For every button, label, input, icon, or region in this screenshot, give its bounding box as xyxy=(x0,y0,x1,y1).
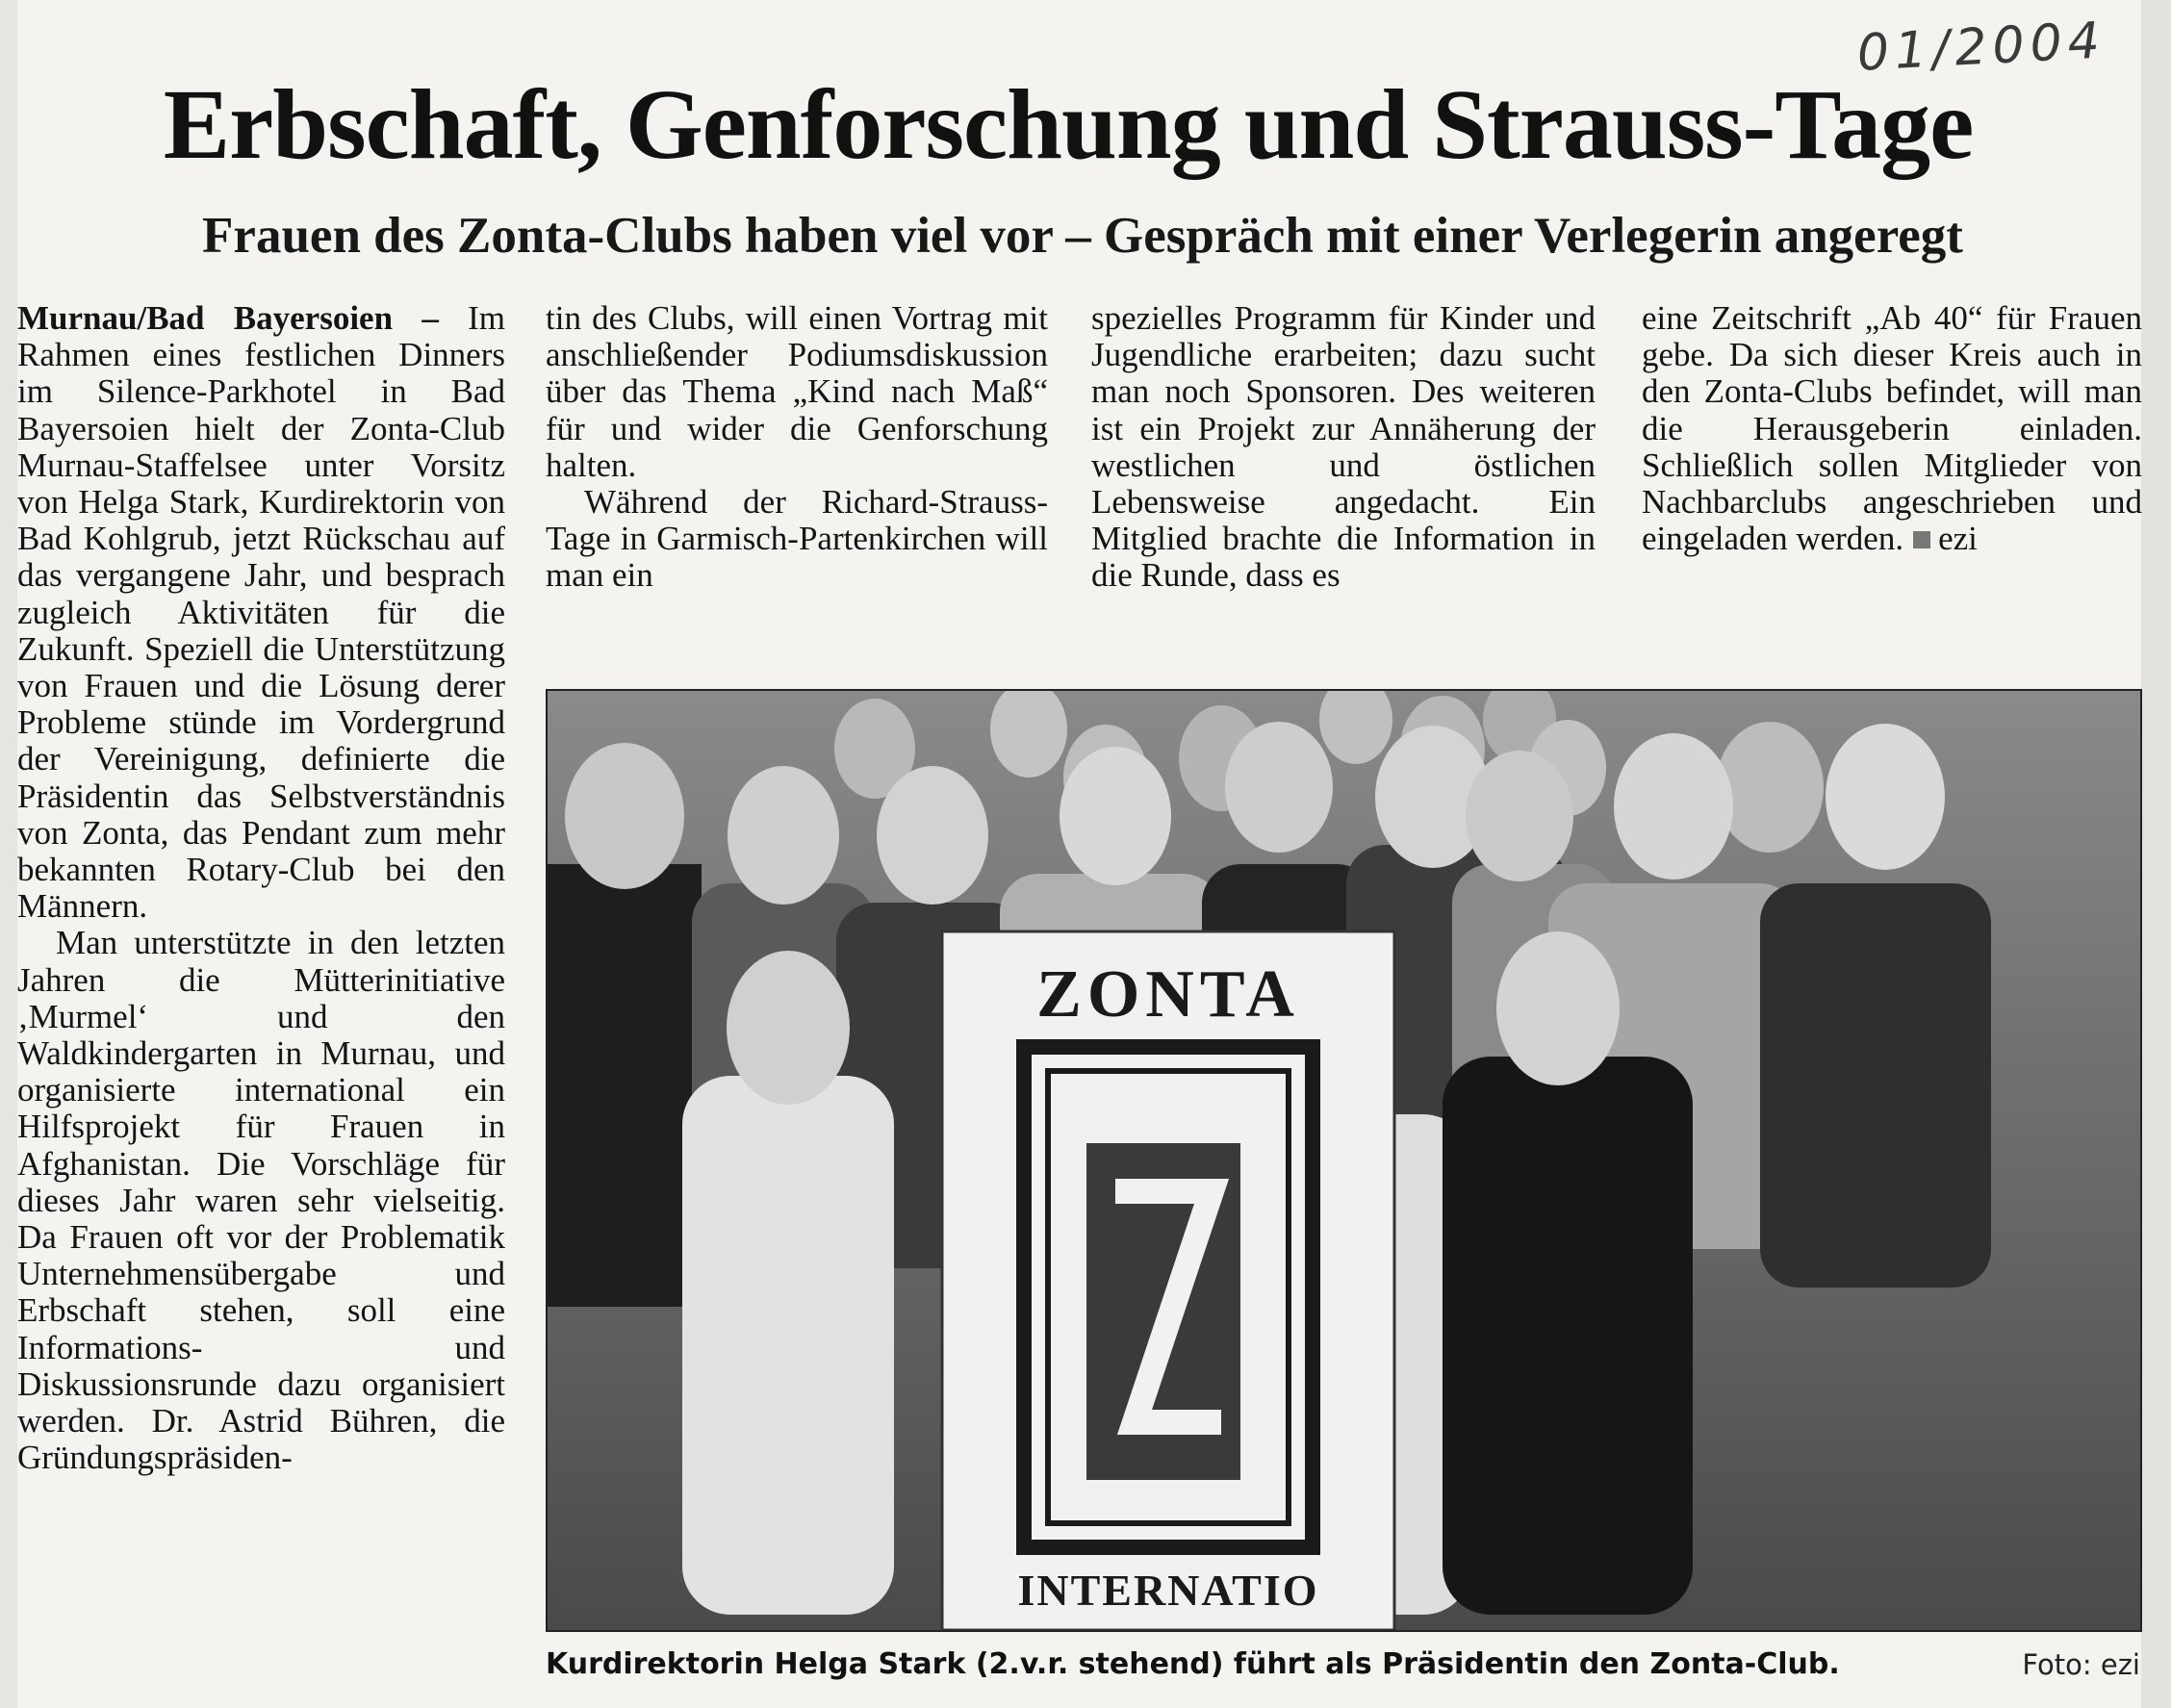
zonta-banner xyxy=(942,931,1394,1630)
banner-title: ZONTA xyxy=(1036,957,1300,1032)
article-paragraph xyxy=(1642,300,2142,557)
adjacent-page-edge-left xyxy=(0,0,17,1708)
photo-caption: Kurdirektorin Helga Stark (2.v.r. stehend) führt als Präsidentin den Zonta-Club. xyxy=(546,1647,1840,1681)
author-initials: ezi xyxy=(1938,520,1978,558)
banner-subtitle: INTERNATIO xyxy=(1017,1566,1319,1615)
article-paragraph: spezielles Programm für Kinder und Jugendliche erarbeiten; dazu sucht man noch Sponsoren. Des weiteren ist ein Projekt zur Annäherung der westlichen und östlichen Lebensweise angedacht. Ein Mitglied brachte die Information in die Runde, dass es xyxy=(1091,299,1596,595)
subheadline: Frauen des Zonta-Clubs haben viel vor – Gespräch mit einer Verlegerin angeregt xyxy=(202,208,1963,264)
dateline: Murnau/Bad Bayersoien – xyxy=(17,299,439,337)
article-column-3 xyxy=(1091,300,1596,647)
article-column-4 xyxy=(1642,300,2142,647)
adjacent-page-edge-right xyxy=(2141,0,2171,1708)
group-photo xyxy=(546,689,2142,1632)
paragraph-text: eine Zeitschrift „Ab 40“ für Frauen gebe. Da sich dieser Kreis auch in den Zonta-Clubs befindet, will man die Herausgeberin einladen. Schließlich sollen Mitglieder von Nachbarclubs angeschrieben und eingeladen werden. xyxy=(1642,299,2142,558)
photo-illustration xyxy=(548,691,2140,1630)
article-paragraph: Während der Richard-Strauss-Tage in Garmisch-Partenkirchen will man ein xyxy=(546,483,1048,595)
headline: Erbschaft, Genforschung und Strauss-Tage xyxy=(163,69,1974,180)
handwritten-date: 01/2004 xyxy=(1855,12,2107,83)
article-paragraph: tin des Clubs, will einen Vortrag mit anschließender Podiumsdiskussion über das Thema „Kind nach Maß“ für und wider die Genforschung halten. xyxy=(546,299,1048,484)
paragraph-text: Im Rahmen eines festlichen Dinners im Silence-Parkhotel in Bad Bayersoien hielt der Zonta-Club Murnau-Staffelsee unter Vorsitz von Helga Stark, Kurdirektorin von Bad Kohlgrub, jetzt Rückschau auf das vergangene Jahr, und besprach zugleich Aktivitäten für die Zukunft. Speziell die Unterstützung von Frauen und die Lösung derer Probleme stünde im Vordergrund der Vereinigung, definierte die Präsidentin das Selbstverständnis von Zonta, das Pendant zum mehr bekannten Rotary-Club bei den Männern. xyxy=(17,299,505,926)
article-paragraph xyxy=(17,300,505,925)
end-mark-icon xyxy=(1913,531,1930,548)
article-column-2 xyxy=(546,300,1048,647)
article-paragraph: Man unterstützte in den letzten Jahren die Mütterinitiative ‚Murmel‘ und den Waldkindergarten in Murnau, und organisierte international ein Hilfsprojekt für Frauen in Afghanistan. Die Vorschläge für dieses Jahr waren sehr vielseitig. Da Frauen oft vor der Problematik Unternehmensübergabe und Erbschaft stehen, soll eine Informations- und Diskussionsrunde dazu organisiert werden. Dr. Astrid Bühren, die Gründungspräsiden- xyxy=(17,924,505,1477)
article-column-1 xyxy=(17,300,505,1686)
photo-credit: Foto: ezi xyxy=(2022,1648,2140,1681)
